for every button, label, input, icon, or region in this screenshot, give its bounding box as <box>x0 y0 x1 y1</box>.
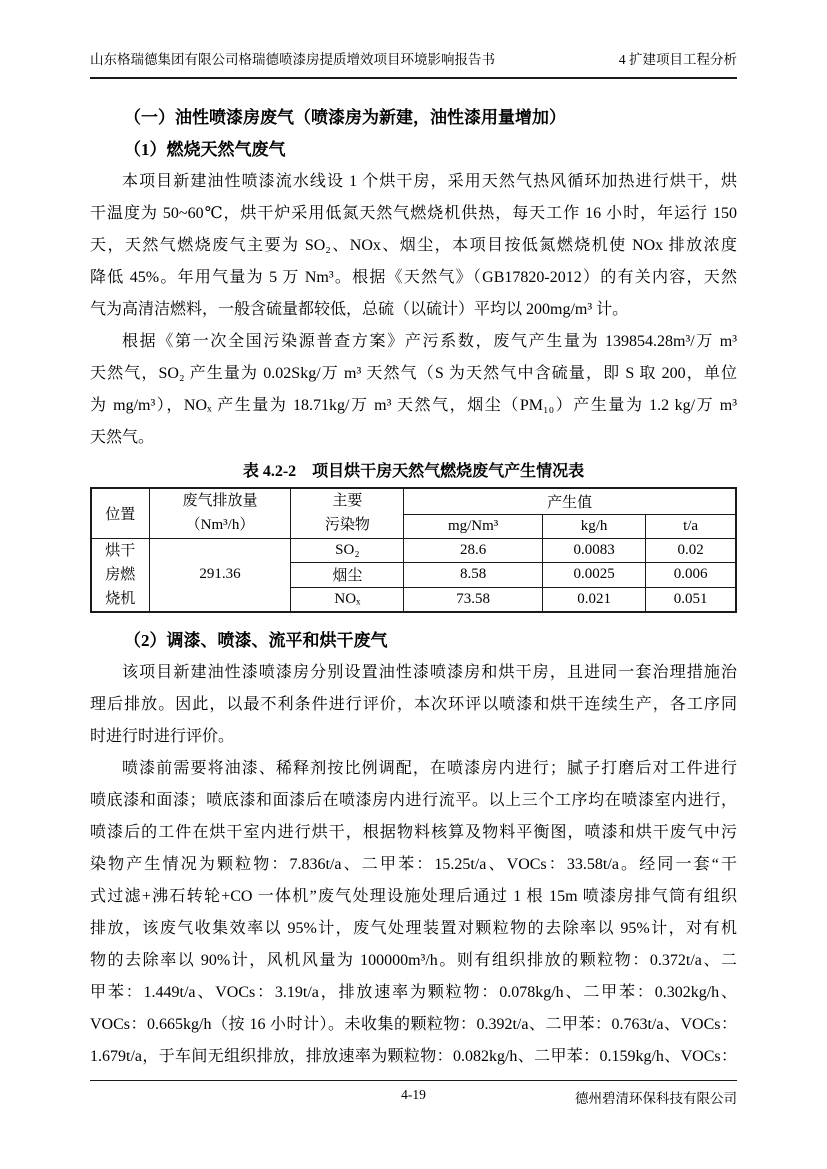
text-line: 理后排放。因此，以最不利条件进行评价，本次环评以喷漆和烘干连续生产，各工序同 <box>90 695 737 713</box>
text-line: 降低 45%。年用气量为 5 万 Nm³。根据《天然气》（GB17820-2012）的有关内容，天然 <box>90 269 737 286</box>
page-number: 4-19 <box>401 1087 426 1102</box>
header-cell-unit-ta: t/a <box>646 514 736 538</box>
cell-ta: 0.02 <box>646 538 736 563</box>
cell-kgh: 0.021 <box>542 587 645 612</box>
text-line: 甲苯：1.449t/a、VOCs：3.19t/a，排放速率为颗粒物：0.078kg/h、二甲苯：0.302kg/h、 <box>90 983 737 1001</box>
cell-mg: 28.6 <box>404 538 543 563</box>
text-line: 天然气。 <box>90 429 155 446</box>
text-line: 天然气，SO₂ 产生量为 0.02Skg/万 m³ 天然气（S 为天然气中含硫量，即 S 取 200，单位 <box>90 365 737 382</box>
text-line: VOCs：0.665kg/h（按 16 小时计）。未收集的颗粒物：0.392t/a、二甲苯：0.763t/a、VOCs： <box>90 1015 737 1033</box>
location-line: 房燃 <box>105 566 136 583</box>
text-line: 1.679t/a，于车间无组织排放，排放速率为颗粒物：0.082kg/h、二甲苯：0.159kg/h、VOCs： <box>90 1047 737 1065</box>
header-emission-unit: （Nm³/h） <box>185 517 255 534</box>
text-line: 式过滤+沸石转轮+CO 一体机”废气处理设施处理后通过 1 根 15m 喷漆房排气筒有组织 <box>90 887 737 905</box>
footer-company-name: 德州碧清环保科技有限公司 <box>575 1091 737 1106</box>
cell-kgh: 0.0083 <box>542 538 645 563</box>
text-line: 本项目新建油性喷漆流水线设 1 个烘干房，采用天然气热风循环加热进行烘干，烘 <box>122 173 737 190</box>
cell-mg: 8.58 <box>404 563 543 588</box>
cell-kgh: 0.0025 <box>542 563 645 588</box>
header-cell-location: 位置 <box>91 488 149 538</box>
header-cell-unit-mg: mg/Nm³ <box>404 514 543 538</box>
header-cell-generated-value: 产生值 <box>404 488 736 514</box>
location-line: 烘干 <box>105 542 136 559</box>
text-line: 喷漆前需要将油漆、稀释剂按比例调配，在喷漆房内进行；腻子打磨后对工件进行 <box>122 759 737 777</box>
cell-mg: 73.58 <box>404 587 543 612</box>
paragraph-drying-room-description <box>90 166 737 326</box>
paragraph-pollution-coefficients <box>90 326 737 454</box>
table-caption: 表 4.2-2 项目烘干房天然气燃烧废气产生情况表 <box>242 463 585 480</box>
emission-table <box>90 487 737 613</box>
subsection-heading-natural-gas-waste-gas: （1）燃烧天然气废气 <box>124 140 286 159</box>
header-chapter-title: 4 扩建项目工程分析 <box>618 52 737 67</box>
cell-location-drying-burner <box>91 538 149 612</box>
header-cell-unit-kgh: kg/h <box>542 514 645 538</box>
cell-pollutant: 烟尘 <box>291 563 404 588</box>
cell-ta: 0.051 <box>646 587 736 612</box>
cell-ta: 0.006 <box>646 563 736 588</box>
text-line: 物的去除率以 90%计，风机风量为 100000m³/h。则有组织排放的颗粒物：0.372t/a、二 <box>90 951 737 969</box>
cell-emission-value: 291.36 <box>149 538 291 612</box>
text-line: 喷漆后的工件在烘干室内进行烘干，根据物料核算及物料平衡图，喷漆和烘干废气中污 <box>90 823 737 841</box>
section-heading-oil-spray-waste-gas: （一）油性喷漆房废气（喷漆房为新建，油性漆用量增加） <box>124 108 566 127</box>
cell-pollutant: SO₂ <box>291 538 404 563</box>
paragraph-spray-drying-evaluation <box>90 657 737 753</box>
text-line: 为 mg/m³），NOₓ 产生量为 18.71kg/万 m³ 天然气，烟尘（PM₁₀）产生量为 1.2 kg/万 m³ <box>90 397 737 414</box>
text-line: 染物产生情况为颗粒物：7.836t/a、二甲苯：15.25t/a、VOCs：33.58t/a。经同一套“干 <box>90 855 737 873</box>
paragraph-spray-process-emissions <box>90 753 737 1073</box>
header-cell-main-pollutant <box>291 488 404 538</box>
text-line: 干温度为 50~60℃，烘干炉采用低氮天然气燃烧机供热，每天工作 16 小时，年运行 150 <box>90 205 737 222</box>
subsection-heading-paint-spray-waste-gas: （2）调漆、喷漆、流平和烘干废气 <box>124 630 388 650</box>
text-line: 根据《第一次全国污染源普查方案》产污系数，废气产生量为 139854.28m³/万 m³ <box>122 333 737 350</box>
text-line: 该项目新建油性漆喷漆房分别设置油性漆喷漆房和烘干房，且进同一套治理措施治 <box>122 663 737 681</box>
header-emission-label: 废气排放量 <box>182 493 258 510</box>
header-report-title: 山东格瑞德集团有限公司格瑞德喷漆房提质增效项目环境影响报告书 <box>90 52 495 67</box>
header-pollutant-label-2: 污染物 <box>324 517 370 534</box>
text-line: 喷底漆和面漆；喷底漆和面漆后在喷漆房内进行流平。以上三个工序均在喷漆室内进行， <box>90 791 737 809</box>
location-line: 烧机 <box>105 590 136 607</box>
table-row-so2 <box>91 538 736 563</box>
page-content <box>90 82 737 1073</box>
header-pollutant-label-1: 主要 <box>332 493 363 510</box>
text-line: 时进行时进行评价。 <box>90 727 235 745</box>
cell-pollutant: NOₓ <box>291 587 404 612</box>
page-footer <box>90 1080 737 1110</box>
text-line: 天，天然气燃烧废气主要为 SO₂、NOx、烟尘，本项目按低氮燃烧机使 NOx 排放浓度 <box>90 237 737 254</box>
text-line: 排放，该废气收集效率以 95%计，废气处理装置对颗粒物的去除率以 95%计，对有机 <box>90 919 737 937</box>
text-line: 气为高清洁燃料，一般含硫量都较低，总硫（以硫计）平均以 200mg/m³ 计。 <box>90 301 629 318</box>
page-header <box>90 50 737 79</box>
header-cell-emission-rate <box>149 488 291 538</box>
